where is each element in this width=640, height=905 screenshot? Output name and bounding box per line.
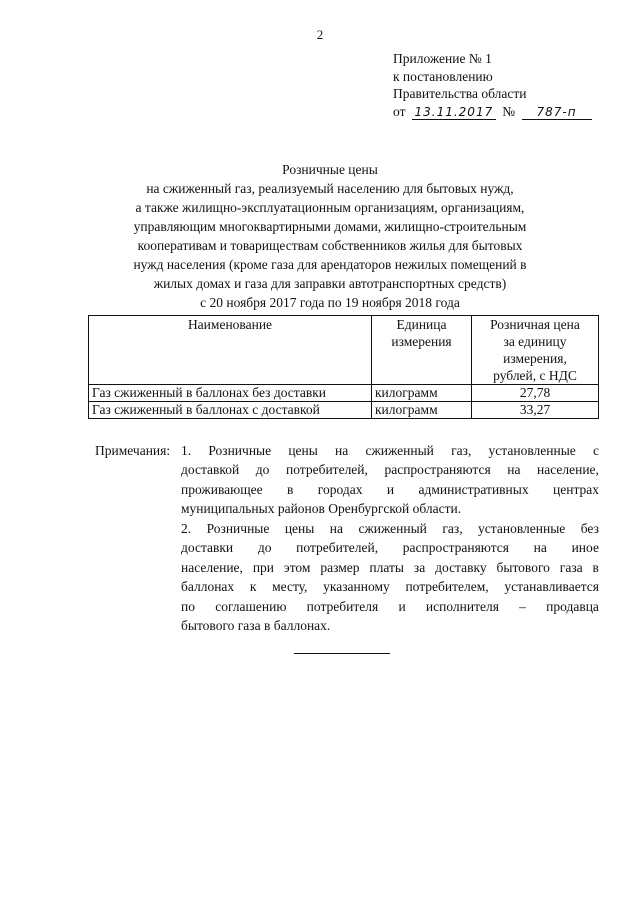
note-word: размер bbox=[320, 559, 360, 575]
document-title bbox=[80, 161, 580, 313]
note-word: соглашению bbox=[215, 598, 287, 614]
note-word: – bbox=[519, 598, 526, 614]
note-word: на bbox=[533, 540, 547, 556]
note-word: при bbox=[252, 559, 275, 575]
title-line: а также жилищно-эксплуатационным организациям, организациям, bbox=[135, 200, 525, 215]
note-word: сжиженный bbox=[365, 443, 434, 458]
note-word: в bbox=[287, 481, 294, 497]
note-line bbox=[181, 520, 599, 539]
note-word: центрах bbox=[553, 481, 599, 497]
note-2 bbox=[181, 520, 599, 636]
note-line bbox=[181, 481, 599, 500]
note-word: на bbox=[329, 521, 343, 536]
note-word: цены bbox=[288, 443, 318, 458]
note-word: исполнителя bbox=[425, 598, 499, 614]
note-word: баллонах bbox=[181, 579, 235, 595]
note-word: потребителя bbox=[306, 598, 379, 614]
note-word: до bbox=[255, 462, 270, 478]
note-word: установленные bbox=[478, 521, 566, 536]
note-word: проживающее bbox=[181, 481, 263, 497]
note-word: бытового bbox=[496, 559, 550, 575]
note-line bbox=[181, 559, 599, 578]
note-word: на bbox=[335, 443, 349, 458]
title-line: управляющим многоквартирными домами, жилищно-строительным bbox=[133, 219, 527, 234]
header-price bbox=[472, 316, 599, 385]
note-word: население, bbox=[537, 462, 599, 478]
note-word: газ, bbox=[451, 443, 472, 458]
note-word: распространяются bbox=[384, 462, 491, 478]
annex-line-3: Правительства области bbox=[393, 86, 527, 101]
handwritten-date: 13.11.2017 bbox=[412, 105, 496, 120]
table-row bbox=[89, 385, 599, 402]
note-line bbox=[181, 578, 599, 597]
note-word: и bbox=[386, 481, 395, 497]
note-word: с bbox=[592, 443, 599, 458]
note-word: до bbox=[257, 540, 272, 556]
note-word: за bbox=[413, 559, 426, 575]
note-word: административных bbox=[418, 481, 529, 497]
header-price-text: Розничная цена bbox=[490, 317, 580, 332]
note-word: 2. bbox=[181, 521, 192, 536]
header-unit-text: измерения bbox=[391, 334, 452, 349]
cell-unit: килограмм bbox=[372, 385, 472, 402]
annex-block bbox=[393, 50, 623, 120]
header-price-text: измерения, bbox=[503, 351, 567, 366]
title-line: нужд населения (кроме газа для арендаторов нежилых помещений в bbox=[133, 257, 527, 272]
note-word: по bbox=[181, 598, 195, 614]
note-word: доставки bbox=[181, 540, 234, 556]
title-line: Розничные цены bbox=[282, 162, 378, 177]
date-prefix: от bbox=[393, 103, 406, 119]
note-word: население, bbox=[181, 559, 243, 575]
cell-name: Газ сжиженный в баллонах без доставки bbox=[89, 385, 372, 402]
note-word: газа bbox=[559, 559, 583, 575]
note-word: к bbox=[249, 579, 257, 595]
cell-price: 33,27 bbox=[472, 402, 599, 419]
note-word: указанному bbox=[323, 579, 390, 595]
header-price-text: за единицу bbox=[503, 334, 567, 349]
note-word: на bbox=[507, 462, 521, 478]
note-line bbox=[181, 539, 599, 558]
note-word: потребителем, bbox=[405, 579, 489, 595]
note-word: распространяются bbox=[402, 540, 509, 556]
note-word: установленные bbox=[488, 443, 576, 458]
note-word: и bbox=[398, 598, 406, 614]
note-word: Розничные bbox=[208, 443, 272, 458]
note-word: потребителей, bbox=[285, 462, 368, 478]
note-word: устанавливается bbox=[504, 579, 599, 595]
note-line: муниципальных районов Оренбургской области. bbox=[181, 501, 462, 517]
note-word: этом bbox=[283, 559, 311, 575]
cell-price: 27,78 bbox=[472, 385, 599, 402]
note-line bbox=[181, 461, 599, 480]
handwritten-number: 787-п bbox=[522, 105, 592, 120]
header-unit bbox=[372, 316, 472, 385]
note-word: сжиженный bbox=[358, 521, 427, 536]
header-name-text: Наименование bbox=[187, 317, 273, 332]
annex-line-2: к постановлению bbox=[393, 68, 493, 84]
note-word: иное bbox=[571, 540, 599, 556]
cell-unit: килограмм bbox=[372, 402, 472, 419]
note-word: 1. bbox=[181, 443, 192, 458]
header-unit-text: Единица bbox=[396, 317, 447, 332]
note-word: без bbox=[580, 521, 599, 536]
annex-date-number-line bbox=[393, 103, 623, 121]
title-line: с 20 ноября 2017 года по 19 ноября 2018 года bbox=[200, 295, 460, 310]
end-divider bbox=[294, 653, 390, 654]
title-line: жилых домах и газа для заправки автотранспортных средств) bbox=[153, 276, 507, 291]
annex-title: Приложение № 1 bbox=[393, 51, 492, 66]
price-table bbox=[88, 315, 599, 419]
note-word: цены bbox=[284, 521, 315, 536]
note-word: Розничные bbox=[206, 521, 270, 536]
notes-label: Примечания: bbox=[95, 443, 171, 458]
note-word: платы bbox=[369, 559, 404, 575]
table-row bbox=[89, 402, 599, 419]
cell-name: Газ сжиженный в баллонах с доставкой bbox=[89, 402, 372, 419]
note-word: потребителей, bbox=[296, 540, 379, 556]
note-1 bbox=[181, 442, 599, 520]
note-word: доставкой bbox=[181, 462, 240, 478]
note-line: бытового газа в баллонах. bbox=[181, 617, 331, 633]
note-line bbox=[181, 598, 599, 617]
number-prefix: № bbox=[502, 103, 516, 119]
page-number: 2 bbox=[316, 27, 324, 42]
note-word: в bbox=[592, 559, 599, 575]
title-line: на сжиженный газ, реализуемый населению для бытовых нужд, bbox=[146, 181, 514, 196]
title-line: кооперативам и товариществам собственников жилья для бытовых bbox=[137, 238, 523, 253]
note-line bbox=[181, 442, 599, 461]
note-word: месту, bbox=[272, 579, 308, 595]
table-header-row bbox=[89, 316, 599, 385]
header-name bbox=[89, 316, 372, 385]
note-word: городах bbox=[317, 481, 363, 497]
note-word: доставку bbox=[435, 559, 487, 575]
note-word: газ, bbox=[442, 521, 463, 536]
note-word: продавца bbox=[546, 598, 599, 614]
header-price-text: рублей, с НДС bbox=[493, 368, 577, 383]
